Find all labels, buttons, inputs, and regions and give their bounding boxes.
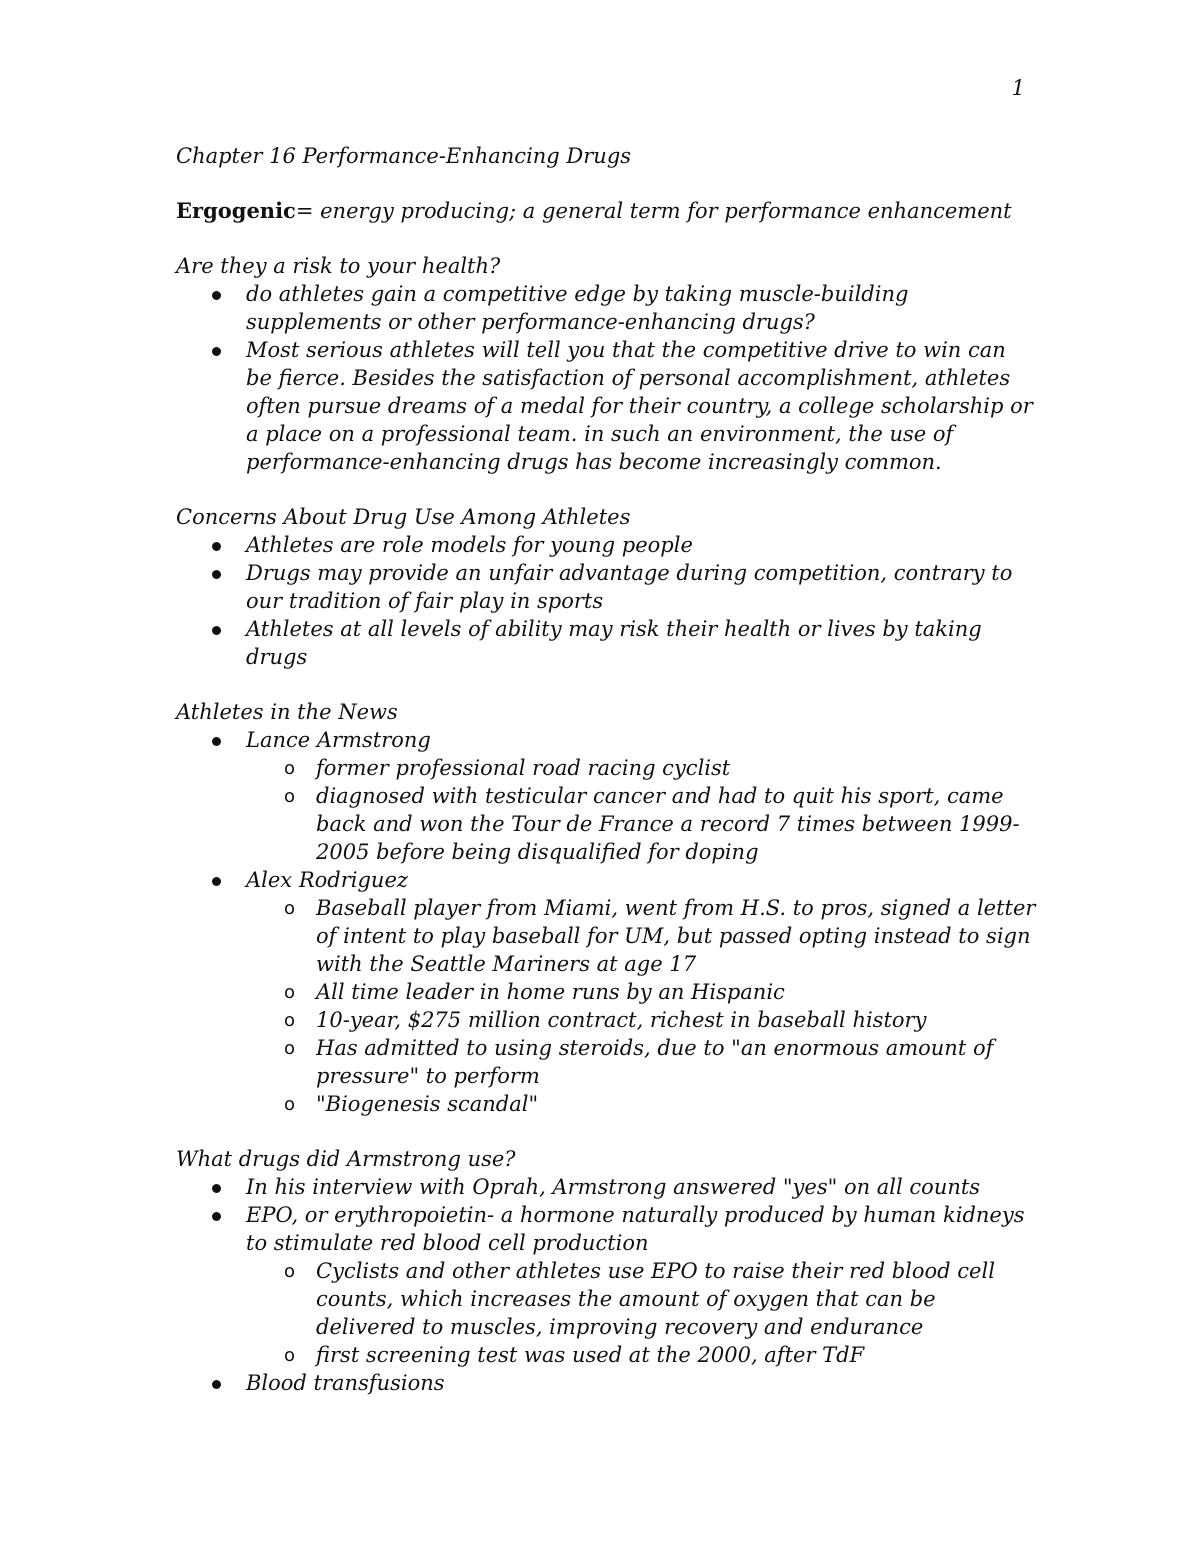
hollow-bullet-icon: o bbox=[284, 1010, 296, 1031]
section-athletes-news bbox=[176, 698, 1036, 1118]
sub-list-item-text: Baseball player from Miami, went from H.S. to pros, signed a letter of intent to play baseball for UM, but passed opting instead to sign with the Seattle Mariners at age 17 bbox=[316, 896, 1036, 976]
hollow-bullet-icon: o bbox=[284, 758, 296, 779]
bullet-list bbox=[176, 531, 1036, 671]
definition-term: Ergogenic bbox=[176, 198, 296, 223]
list-item-text: EPO, or erythropoietin- a hormone naturally produced by human kidneys to stimulate red blood cell production bbox=[246, 1203, 1025, 1255]
list-item-text: Athletes are role models for young people bbox=[246, 533, 693, 557]
list-item bbox=[176, 1369, 1036, 1397]
list-item bbox=[176, 336, 1036, 476]
sub-list-item-text: Cyclists and other athletes use EPO to raise their red blood cell counts, which increases the amount of oxygen that can be delivered to muscles, improving recovery and endurance bbox=[316, 1259, 995, 1339]
section-heading: What drugs did Armstrong use? bbox=[176, 1147, 516, 1171]
list-item bbox=[176, 615, 1036, 671]
hollow-bullet-icon: o bbox=[284, 786, 296, 807]
sub-list-item bbox=[246, 1257, 1036, 1341]
section-heading: Athletes in the News bbox=[176, 700, 398, 724]
list-item-text: Athletes at all levels of ability may risk their health or lives by taking drugs bbox=[246, 617, 982, 669]
sub-list bbox=[246, 1257, 1036, 1369]
sub-list-item-text: Has admitted to using steroids, due to "an enormous amount of pressure" to perform bbox=[316, 1036, 994, 1088]
bullet-list bbox=[176, 726, 1036, 1118]
section-armstrong-drugs bbox=[176, 1145, 1036, 1397]
section-heading: Are they a risk to your health? bbox=[176, 254, 501, 278]
sub-list-item-text: All time leader in home runs by an Hispanic bbox=[316, 980, 785, 1004]
list-item bbox=[176, 559, 1036, 615]
bullet-icon bbox=[212, 1212, 221, 1221]
hollow-bullet-icon: o bbox=[284, 1345, 296, 1366]
bullet-list bbox=[176, 1173, 1036, 1397]
sub-list-item-text: "Biogenesis scandal" bbox=[316, 1092, 539, 1116]
sub-list bbox=[246, 894, 1036, 1118]
page-number: 1 bbox=[1011, 76, 1025, 100]
sub-list-item bbox=[246, 1034, 1036, 1090]
list-item-text: Drugs may provide an unfair advantage during competition, contrary to our tradition of fair play in sports bbox=[246, 561, 1013, 613]
list-item bbox=[176, 1173, 1036, 1201]
hollow-bullet-icon: o bbox=[284, 982, 296, 1003]
bullet-icon bbox=[212, 1380, 221, 1389]
document-body bbox=[176, 142, 1036, 1397]
section-heading: Concerns About Drug Use Among Athletes bbox=[176, 505, 631, 529]
list-item-text: Most serious athletes will tell you that the competitive drive to win can be fierce. Besides the satisfaction of personal accomplishment, athletes often pursue dreams of a medal for their country, a college scholarship or a place on a professional team. in such an environment, the use of performance-enhancing drugs has become increasingly common. bbox=[246, 338, 1033, 474]
list-item bbox=[176, 866, 1036, 1118]
bullet-icon bbox=[212, 1184, 221, 1193]
sub-list-item bbox=[246, 754, 1036, 782]
bullet-list bbox=[176, 280, 1036, 476]
sub-list-item bbox=[246, 1341, 1036, 1369]
list-item bbox=[176, 280, 1036, 336]
bullet-icon bbox=[212, 347, 221, 356]
sub-list-item bbox=[246, 782, 1036, 866]
sub-list-item-text: first screening test was used at the 2000, after TdF bbox=[316, 1343, 865, 1367]
sub-list-item-text: diagnosed with testicular cancer and had to quit his sport, came back and won the Tour de France a record 7 times between 1999-2005 before being disqualified for doping bbox=[316, 784, 1020, 864]
sub-list-item bbox=[246, 894, 1036, 978]
bullet-icon bbox=[212, 737, 221, 746]
list-item bbox=[176, 1201, 1036, 1369]
hollow-bullet-icon: o bbox=[284, 1038, 296, 1059]
bullet-icon bbox=[212, 626, 221, 635]
list-item bbox=[176, 726, 1036, 866]
sub-list-item-text: 10-year, $275 million contract, richest in baseball history bbox=[316, 1008, 927, 1032]
hollow-bullet-icon: o bbox=[284, 1094, 296, 1115]
hollow-bullet-icon: o bbox=[284, 1261, 296, 1282]
sub-list-item bbox=[246, 1090, 1036, 1118]
sub-list-item bbox=[246, 1006, 1036, 1034]
definition-text: = energy producing; a general term for performance enhancement bbox=[295, 199, 1012, 223]
list-item-text: Blood transfusions bbox=[246, 1371, 445, 1395]
chapter-title: Chapter 16 Performance-Enhancing Drugs bbox=[176, 144, 632, 168]
bullet-icon bbox=[212, 542, 221, 551]
hollow-bullet-icon: o bbox=[284, 898, 296, 919]
sub-list bbox=[246, 754, 1036, 866]
list-item-text: do athletes gain a competitive edge by taking muscle-building supplements or other performance-enhancing drugs? bbox=[246, 282, 909, 334]
definition bbox=[176, 197, 1036, 225]
list-item-text: Lance Armstrong bbox=[246, 728, 431, 752]
section-health-risk bbox=[176, 252, 1036, 476]
list-item-text: In his interview with Oprah, Armstrong answered "yes" on all counts bbox=[246, 1175, 981, 1199]
bullet-icon bbox=[212, 877, 221, 886]
section-concerns bbox=[176, 503, 1036, 671]
list-item-text: Alex Rodriguez bbox=[246, 868, 408, 892]
list-item bbox=[176, 531, 1036, 559]
bullet-icon bbox=[212, 291, 221, 300]
bullet-icon bbox=[212, 570, 221, 579]
sub-list-item-text: former professional road racing cyclist bbox=[316, 756, 731, 780]
sub-list-item bbox=[246, 978, 1036, 1006]
